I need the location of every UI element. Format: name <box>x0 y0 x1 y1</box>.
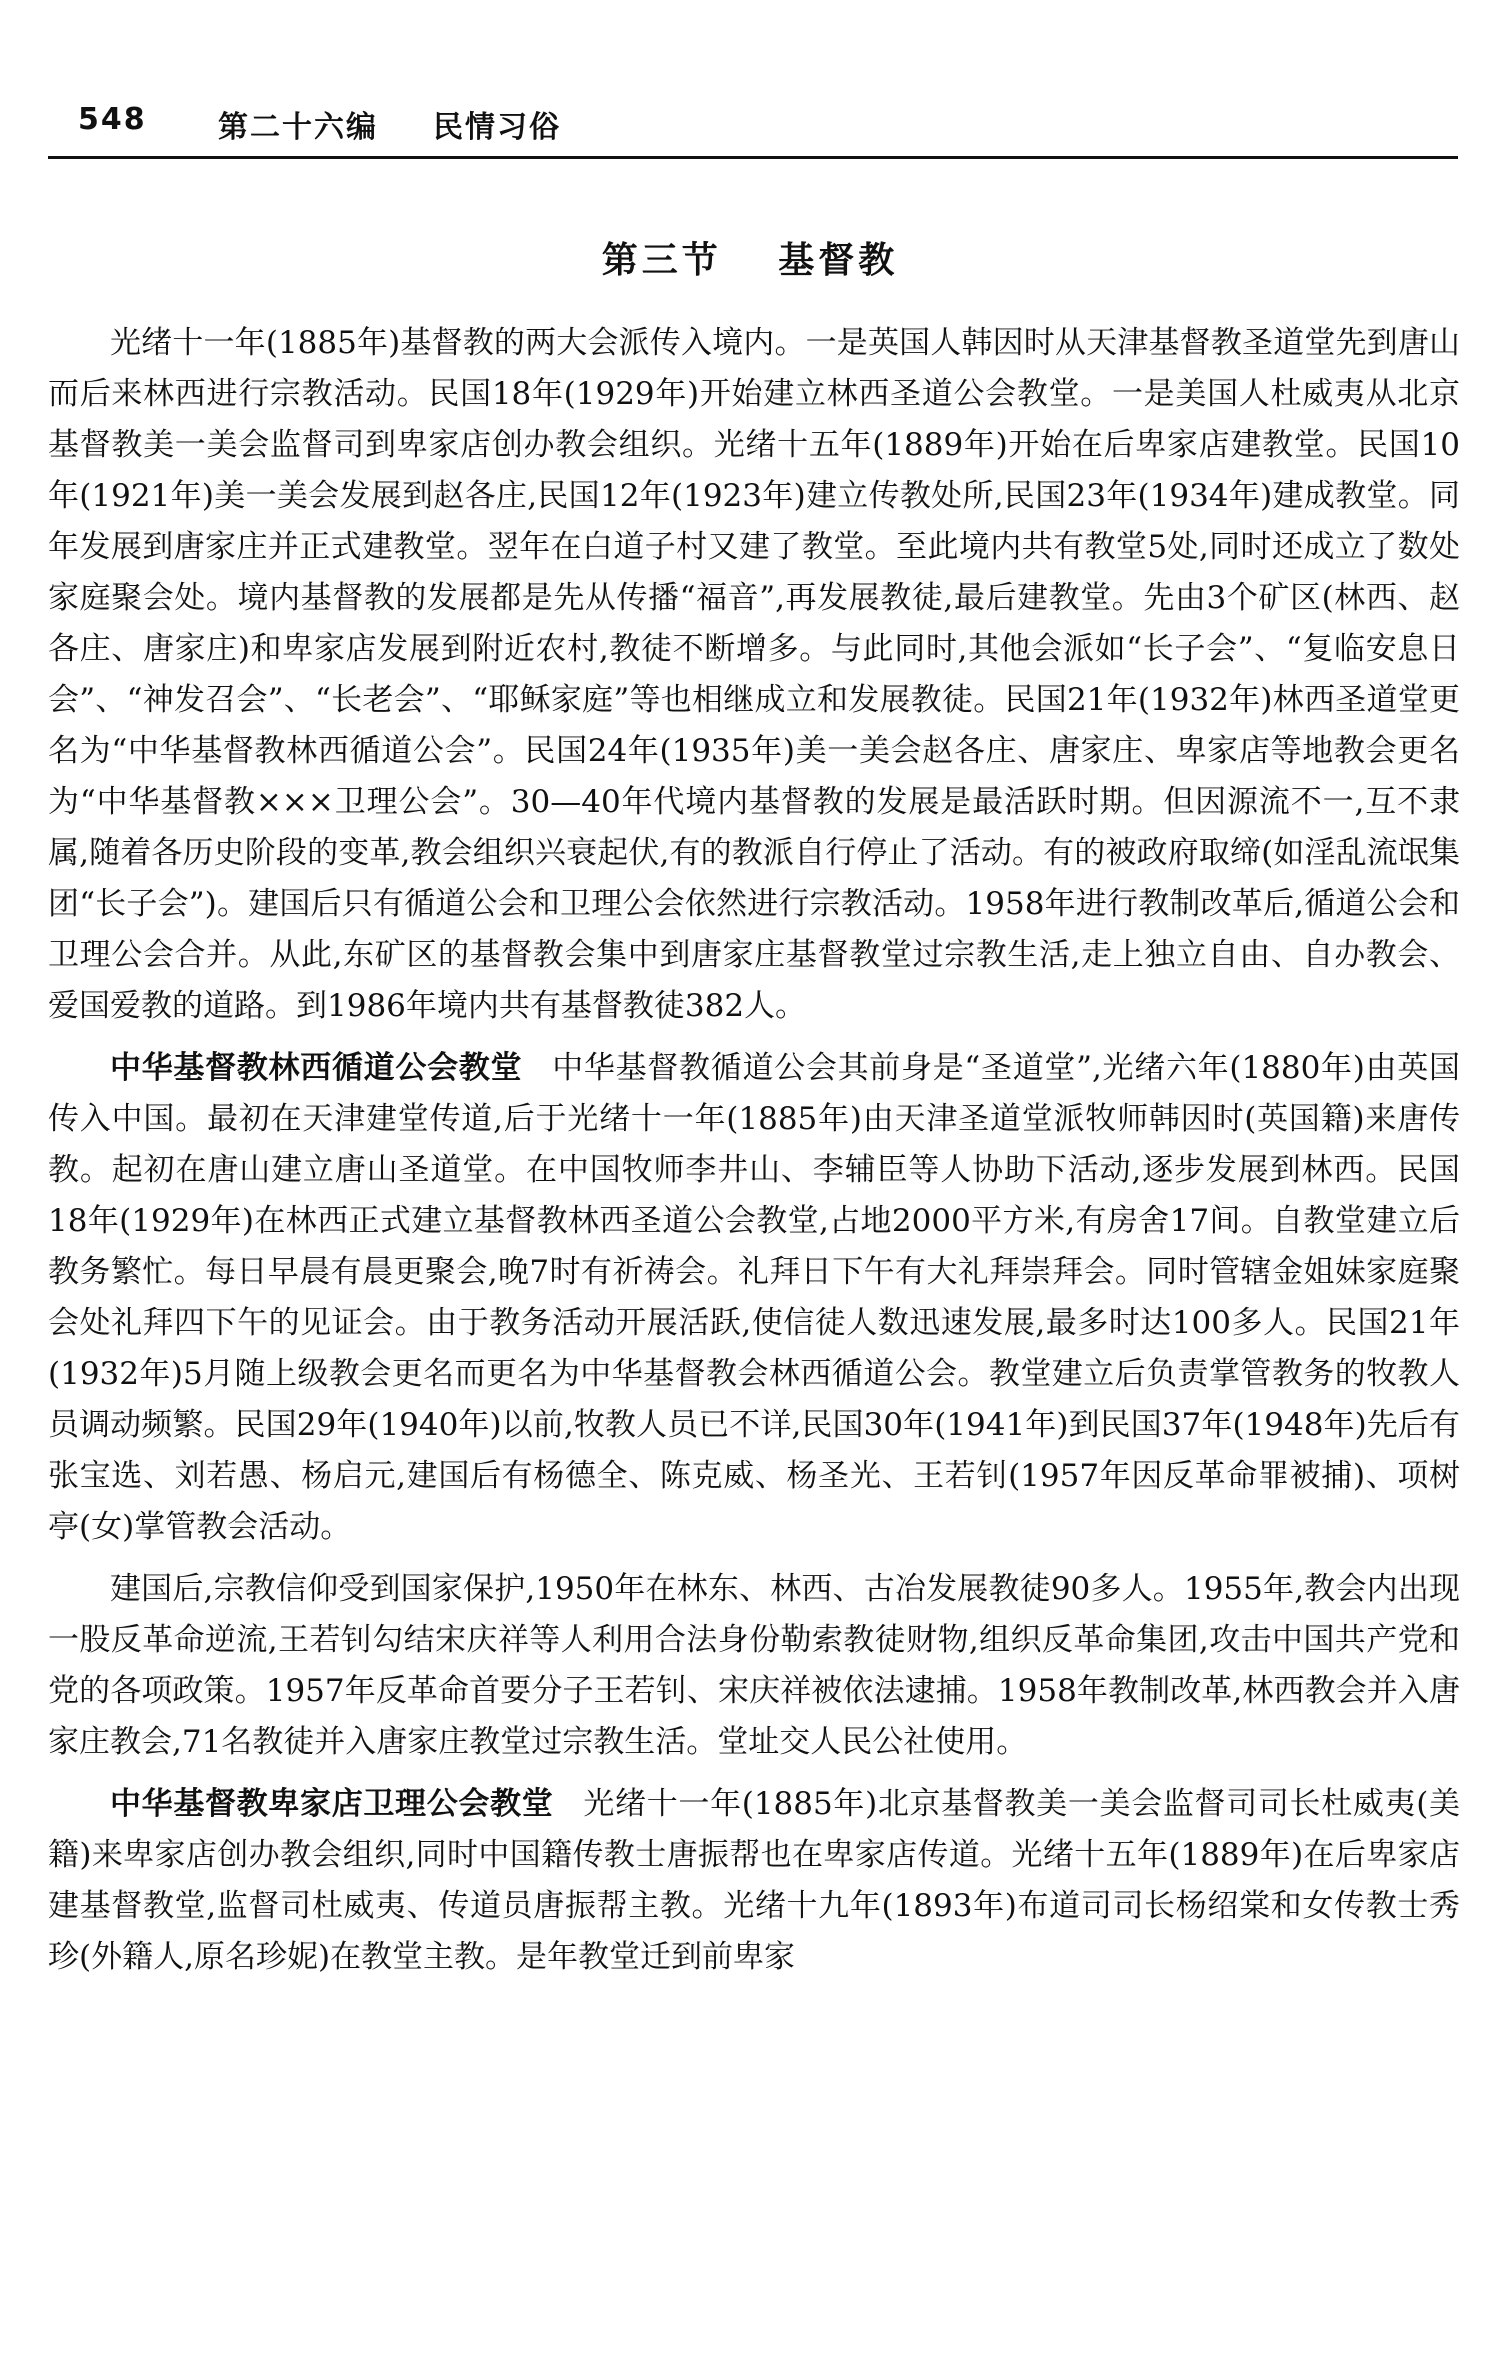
paragraph-text: 光绪十一年(1885年)北京基督教美一美会监督司司长杜威夷(美籍)来卑家店创办教会组织,同时中国籍传教士唐振帮也在卑家店传道。光绪十五年(1889年)在后卑家店建基督教堂,监督司杜威夷、传道员唐振帮主教。光绪十九年(1893年)布道司司长杨绍棠和女传教士秀珍(外籍人,原名珍妮)在教堂主教。是年教堂迁到前卑家 <box>48 1786 1460 1975</box>
paragraph-linxi-church <box>48 1043 1460 1553</box>
body-text <box>48 318 1460 1994</box>
paragraph-text: 中华基督教循道公会其前身是“圣道堂”,光绪六年(1880年)由英国传入中国。最初在天津建堂传道,后于光绪十一年(1885年)由天津圣道堂派牧师韩因时(英国籍)来唐传教。起初在唐山建立唐山圣道堂。在中国牧师李井山、李辅臣等人协助下活动,逐步发展到林西。民国18年(1929年)在林西正式建立基督教林西圣道公会教堂,占地2000平方米,有房舍17间。自教堂建立后教务繁忙。每日早晨有晨更聚会,晚7时有祈祷会。礼拜日下午有大礼拜崇拜会。同时管辖金姐妹家庭聚会处礼拜四下午的见证会。由于教务活动开展活跃,使信徒人数迅速发展,最多时达100多人。民国21年(1932年)5月随上级教会更名而更名为中华基督教会林西循道公会。教堂建立后负责掌管教务的牧教人员调动频繁。民国29年(1940年)以前,牧教人员已不详,民国30年(1941年)到民国37年(1948年)先后有张宝选、刘若愚、杨启元,建国后有杨德全、陈克威、杨圣光、王若钊(1957年因反革命罪被捕)、项树亭(女)掌管教会活动。 <box>48 1050 1460 1545</box>
section-name: 基督教 <box>778 239 899 281</box>
section-title <box>0 232 1500 283</box>
paragraph-post-1949 <box>48 1564 1460 1768</box>
section-number: 第三节 <box>601 239 722 281</box>
part-subtitle: 民情习俗 <box>433 110 561 145</box>
paragraph-text: 建国后,宗教信仰受到国家保护,1950年在林东、林西、古冶发展教徒90多人。1955年,教会内出现一股反革命逆流,王若钊勾结宋庆祥等人利用合法身份勒索教徒财物,组织反革命集团,攻击中国共产党和党的各项政策。1957年反革命首要分子王若钊、宋庆祥被依法逮捕。1958年教制改革,林西教会并入唐家庄教会,71名教徒并入唐家庄教堂过宗教生活。堂址交人民公社使用。 <box>48 1571 1460 1760</box>
entry-heading: 中华基督教林西循道公会教堂 <box>110 1050 523 1086</box>
part-title: 第二十六编 <box>218 110 378 145</box>
running-header <box>48 100 1458 159</box>
entry-heading: 中华基督教卑家店卫理公会教堂 <box>110 1786 554 1822</box>
paragraph-text: 光绪十一年(1885年)基督教的两大会派传入境内。一是英国人韩因时从天津基督教圣道堂先到唐山而后来林西进行宗教活动。民国18年(1929年)开始建立林西圣道公会教堂。一是美国人杜威夷从北京基督教美一美会监督司到卑家店创办教会组织。光绪十五年(1889年)开始在后卑家店建教堂。民国10年(1921年)美一美会发展到赵各庄,民国12年(1923年)建立传教处所,民国23年(1934年)建成教堂。同年发展到唐家庄并正式建教堂。翌年在白道子村又建了教堂。至此境内共有教堂5处,同时还成立了数处家庭聚会处。境内基督教的发展都是先从传播“福音”,再发展教徒,最后建教堂。先由3个矿区(林西、赵各庄、唐家庄)和卑家店发展到附近农村,教徒不断增多。与此同时,其他会派如“长子会”、“复临安息日会”、“神发召会”、“长老会”、“耶稣家庭”等也相继成立和发展教徒。民国21年(1932年)林西圣道堂更名为“中华基督教林西循道公会”。民国24年(1935年)美一美会赵各庄、唐家庄、卑家店等地教会更名为“中华基督教×××卫理公会”。30—40年代境内基督教的发展是最活跃时期。但因源流不一,互不隶属,随着各历史阶段的变革,教会组织兴衰起伏,有的教派自行停止了活动。有的被政府取缔(如淫乱流氓集团“长子会”)。建国后只有循道公会和卫理公会依然进行宗教活动。1958年进行教制改革后,循道公会和卫理公会合并。从此,东矿区的基督教会集中到唐家庄基督教堂过宗教生活,走上独立自由、自办教会、爱国爱教的道路。到1986年境内共有基督教徒382人。 <box>48 325 1460 1024</box>
paragraph-intro <box>48 318 1460 1032</box>
page-number: 548 <box>78 102 147 137</box>
paragraph-beijiadian-church <box>48 1779 1460 1983</box>
